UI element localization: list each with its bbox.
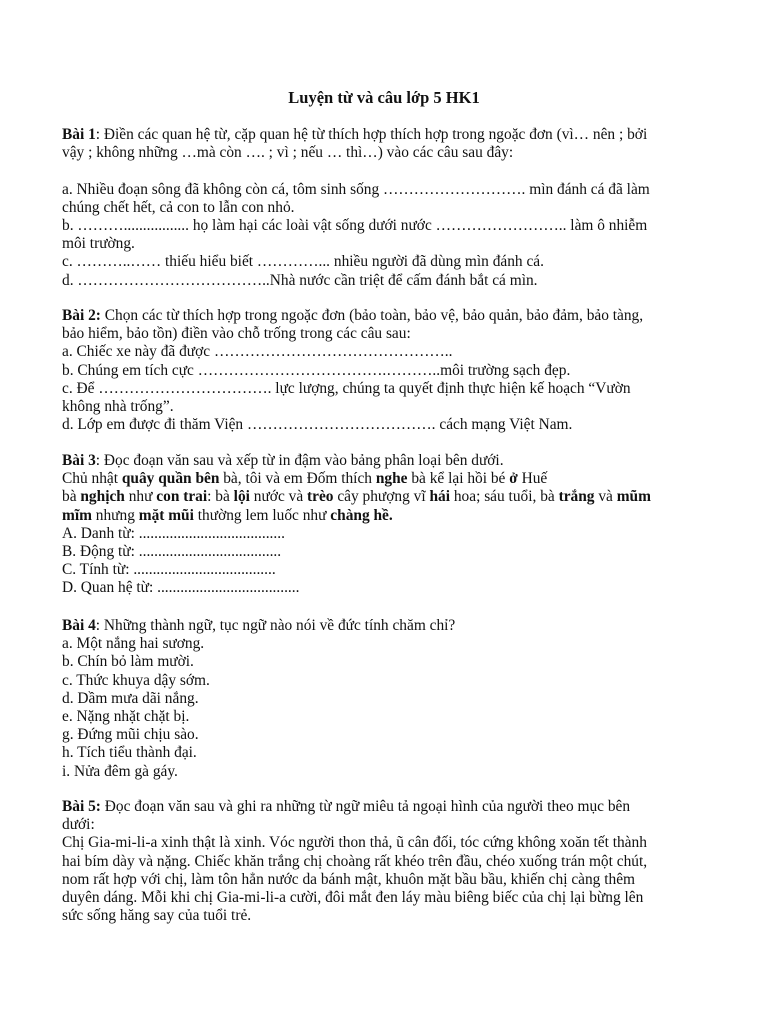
exercise-1-item-d: d. ………………………………..Nhà nước cần triệt để cấm đánh bắt cá mìn. <box>62 271 538 289</box>
exercise-5-prompt: Bài 5: Đọc đoạn văn sau và ghi ra những từ ngữ miêu tả ngoại hình của người theo mục bên <box>62 798 631 815</box>
exercise-1 <box>62 126 722 290</box>
exercise-2-label: Bài 2: <box>62 307 101 324</box>
exercise-3-label: Bài 3 <box>62 452 96 469</box>
exercise-5-label: Bài 5: <box>62 798 101 815</box>
exercise-3-passage-line-3: mĩm nhưng mặt mũi thường lem luốc như chàng hề. <box>62 506 393 524</box>
exercise-3-category-a: A. Danh từ: ...................................... <box>62 524 285 542</box>
exercise-1-item-a: a. Nhiều đoạn sông đã không còn cá, tôm sinh sống ………………………. mìn đánh cá đã làm <box>62 180 650 198</box>
exercise-4-item: h. Tích tiểu thành đại. <box>62 744 197 762</box>
exercise-3 <box>62 452 722 598</box>
exercise-2-item-c: c. Để ……………………………. lực lượng, chúng ta quyết định thực hiện kế hoạch “Vườn <box>62 379 631 397</box>
exercise-4-item: e. Nặng nhặt chặt bị. <box>62 707 190 725</box>
exercise-2-item-b: b. Chúng em tích cực ……………………………….………..môi trường sạch đẹp. <box>62 361 571 379</box>
exercise-5-passage-line: duyên dáng. Mỗi khi chị Gia-mi-li-a cười, đôi mắt đen láy màu biêng biếc của chị lại bừng lên <box>62 888 644 906</box>
exercise-1-label: Bài 1 <box>62 126 96 143</box>
exercise-3-category-d: D. Quan hệ từ: ..................................... <box>62 579 300 597</box>
exercise-4-item: d. Dầm mưa dãi nắng. <box>62 689 199 707</box>
exercise-4 <box>62 617 722 781</box>
exercise-2 <box>62 307 722 434</box>
exercise-1-item-a-cont: chúng chết hết, cả con to lẫn con nhỏ. <box>62 198 295 216</box>
exercise-1-item-b-cont: môi trường. <box>62 235 135 253</box>
document-title: Luyện từ và câu lớp 5 HK1 <box>288 88 480 107</box>
exercise-3-prompt: Bài 3: Đọc đoạn văn sau và xếp từ in đậm vào bảng phân loại bên dưới. <box>62 452 504 469</box>
exercise-3-passage-line-2: bà nghịch như con trai: bà lội nước và trèo cây phượng vĩ hái hoa; sáu tuổi, bà trắng và mũm <box>62 488 651 506</box>
exercise-1-prompt: Bài 1: Điền các quan hệ từ, cặp quan hệ từ thích hợp thích hợp trong ngoặc đơn (vì… nên ; bởi <box>62 126 648 143</box>
exercise-1-item-b: b. ………................. họ làm hại các loài vật sống dưới nước …………………….. làm ô nhiễm <box>62 216 648 234</box>
exercise-2-prompt-cont: bảo hiểm, bảo tồn) điền vào chỗ trống trong các câu sau: <box>62 325 411 343</box>
exercise-5 <box>62 798 722 925</box>
exercise-4-item: c. Thức khuya dậy sớm. <box>62 671 210 689</box>
exercise-5-passage-line: Chị Gia-mi-li-a xinh thật là xinh. Vóc người thon thả, ũ cân đối, tóc cứng không xoăn tết thành <box>62 834 647 852</box>
exercise-4-label: Bài 4 <box>62 617 96 634</box>
exercise-3-passage-line-1: Chủ nhật quây quần bên bà, tôi và em Đốm thích nghe bà kể lại hồi bé ở Huế <box>62 470 548 488</box>
exercise-4-item: i. Nửa đêm gà gáy. <box>62 762 178 780</box>
exercise-1-item-c: c. ………..…… thiếu hiểu biết …………... nhiều người đã dùng mìn đánh cá. <box>62 253 544 271</box>
exercise-5-passage-line: sức sống hăng say của tuổi trẻ. <box>62 907 252 925</box>
exercise-4-item: b. Chín bỏ làm mười. <box>62 653 194 671</box>
exercise-4-item: g. Đứng mũi chịu sào. <box>62 726 199 744</box>
exercise-2-prompt: Bài 2: Chọn các từ thích hợp trong ngoặc đơn (bảo toàn, bảo vệ, bảo quản, bảo đảm, bảo tàng, <box>62 307 644 324</box>
exercise-2-item-c-cont: không nhà trống”. <box>62 397 174 415</box>
exercise-2-item-d: d. Lớp em được đi thăm Viện ………………………………. cách mạng Việt Nam. <box>62 416 573 434</box>
exercise-5-prompt-cont: dưới: <box>62 816 95 834</box>
exercise-4-prompt: Bài 4: Những thành ngữ, tục ngữ nào nói về đức tính chăm chỉ? <box>62 617 456 634</box>
exercise-5-passage-line: nom rất hợp với chị, làm tôn hẳn nước da bánh mật, khuôn mặt bầu bầu, khiến chị càng thêm <box>62 870 636 888</box>
exercise-3-category-b: B. Động từ: ..................................... <box>62 542 282 560</box>
exercise-4-item: a. Một nắng hai sương. <box>62 635 205 653</box>
exercise-5-passage-line: hai bím dày và nặng. Chiếc khăn trắng chị choàng rất khéo trên đầu, chéo xuống trán một chút, <box>62 852 648 870</box>
exercise-2-item-a: a. Chiếc xe này đã được ……………………………………….. <box>62 343 453 361</box>
exercise-3-category-c: C. Tính từ: ..................................... <box>62 561 276 579</box>
exercise-1-prompt-cont: vậy ; không những …mà còn …. ; vì ; nếu … thì…) vào các câu sau đây: <box>62 144 514 162</box>
